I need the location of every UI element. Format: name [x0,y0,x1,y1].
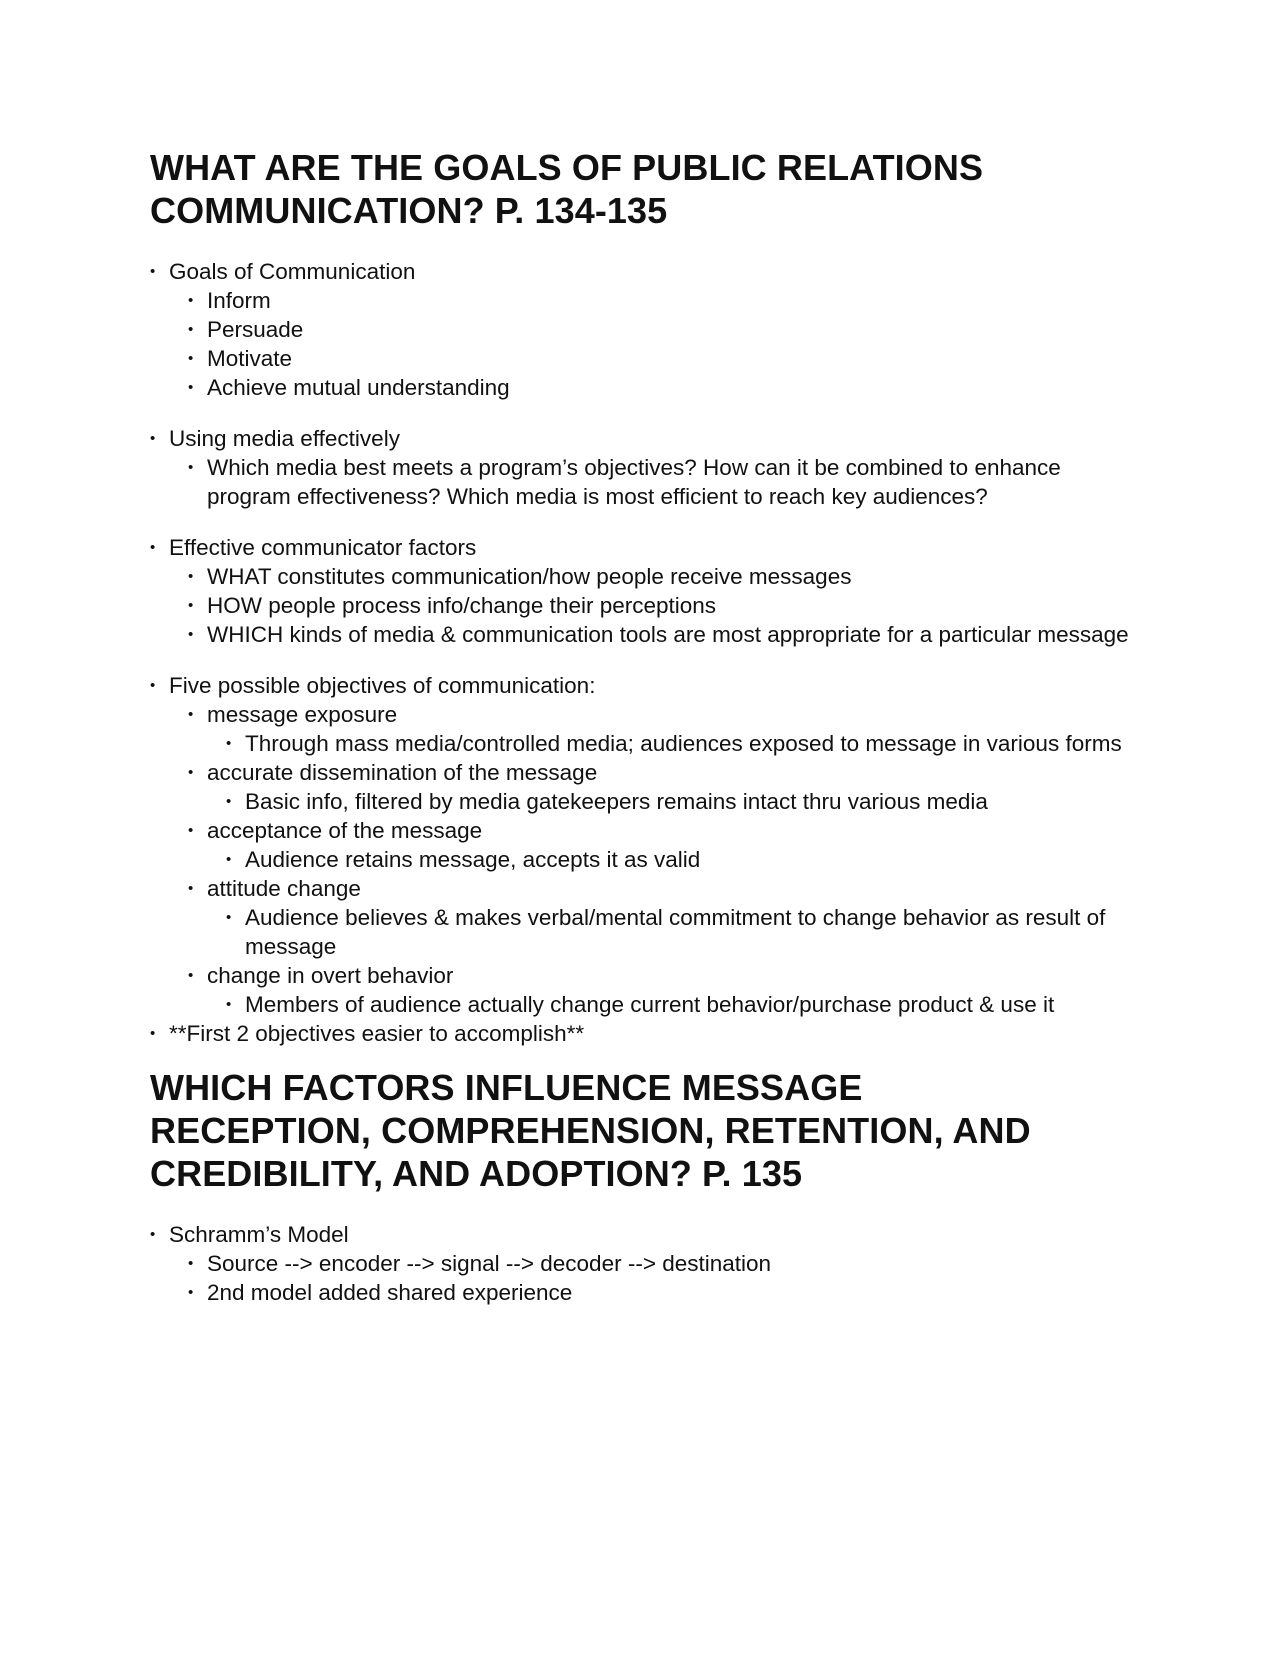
list-item [150,671,1135,1019]
bullet-list-media [150,424,1135,511]
section-heading-factors [150,1066,1135,1195]
list-item-label: Effective communicator factors [169,535,477,560]
sub-sub-list [226,845,1135,874]
list-item: • Which media best meets a program’s objectives? How can it be combined to enhance program effectiveness? Which media is most efficient to reach key audiences? [188,453,1135,511]
list-item-label: Goals of Communication [169,259,416,284]
list-item-label: message exposure [207,702,398,727]
list-item: • Achieve mutual understanding [188,373,1135,402]
list-item: • Basic info, filtered by media gatekeepers remains intact thru various media [226,787,1135,816]
bullet-list-factors [150,533,1135,649]
sub-list [188,453,1135,511]
list-item-label: acceptance of the message [207,818,483,843]
sub-list [188,1249,1135,1307]
bullet-list-schramm [150,1220,1135,1307]
bullet-list-goals [150,257,1135,402]
list-item-label: attitude change [207,876,361,901]
list-item: • Motivate [188,344,1135,373]
list-item: • HOW people process info/change their perceptions [188,591,1135,620]
sub-list [188,700,1135,1019]
bullet-list-objectives [150,671,1135,1048]
sub-sub-list [226,990,1135,1019]
list-item [188,758,1135,816]
heading-line: CREDIBILITY, AND ADOPTION? P. 135 [150,1153,803,1194]
list-item: • 2nd model added shared experience [188,1278,1135,1307]
list-item-label: Using media effectively [169,426,400,451]
list-item: • Audience believes & makes verbal/mental commitment to change behavior as result of message [226,903,1135,961]
heading-line: RECEPTION, COMPREHENSION, RETENTION, AND [150,1110,1031,1151]
list-item [150,1220,1135,1307]
list-item: • Members of audience actually change current behavior/purchase product & use it [226,990,1135,1019]
sub-sub-list [226,903,1135,961]
list-item: • Through mass media/controlled media; audiences exposed to message in various forms [226,729,1135,758]
list-item [188,961,1135,1019]
sub-list [188,562,1135,649]
section-heading-goals [150,146,1135,232]
sub-sub-list [226,729,1135,758]
list-item [188,700,1135,758]
list-item [150,533,1135,649]
list-item [150,424,1135,511]
list-item-note: • **First 2 objectives easier to accomplish** [150,1019,1135,1048]
sub-list [188,286,1135,402]
sub-sub-list [226,787,1135,816]
list-item [188,874,1135,961]
list-item-label: Schramm’s Model [169,1222,349,1247]
list-item: • Inform [188,286,1135,315]
list-item: • WHICH kinds of media & communication tools are most appropriate for a particular message [188,620,1135,649]
list-item: • Audience retains message, accepts it as valid [226,845,1135,874]
heading-line: WHAT ARE THE GOALS OF PUBLIC RELATIONS [150,147,984,188]
list-item: • Source --> encoder --> signal --> decoder --> destination [188,1249,1135,1278]
list-item [188,816,1135,874]
list-item-label: Five possible objectives of communication: [169,673,596,698]
document-page [150,146,1135,1307]
list-item: • WHAT constitutes communication/how people receive messages [188,562,1135,591]
list-item: • Persuade [188,315,1135,344]
heading-line: WHICH FACTORS INFLUENCE MESSAGE [150,1067,863,1108]
heading-line: COMMUNICATION? P. 134-135 [150,190,668,231]
list-item-label: change in overt behavior [207,963,454,988]
list-item [150,257,1135,402]
list-item-label: accurate dissemination of the message [207,760,598,785]
